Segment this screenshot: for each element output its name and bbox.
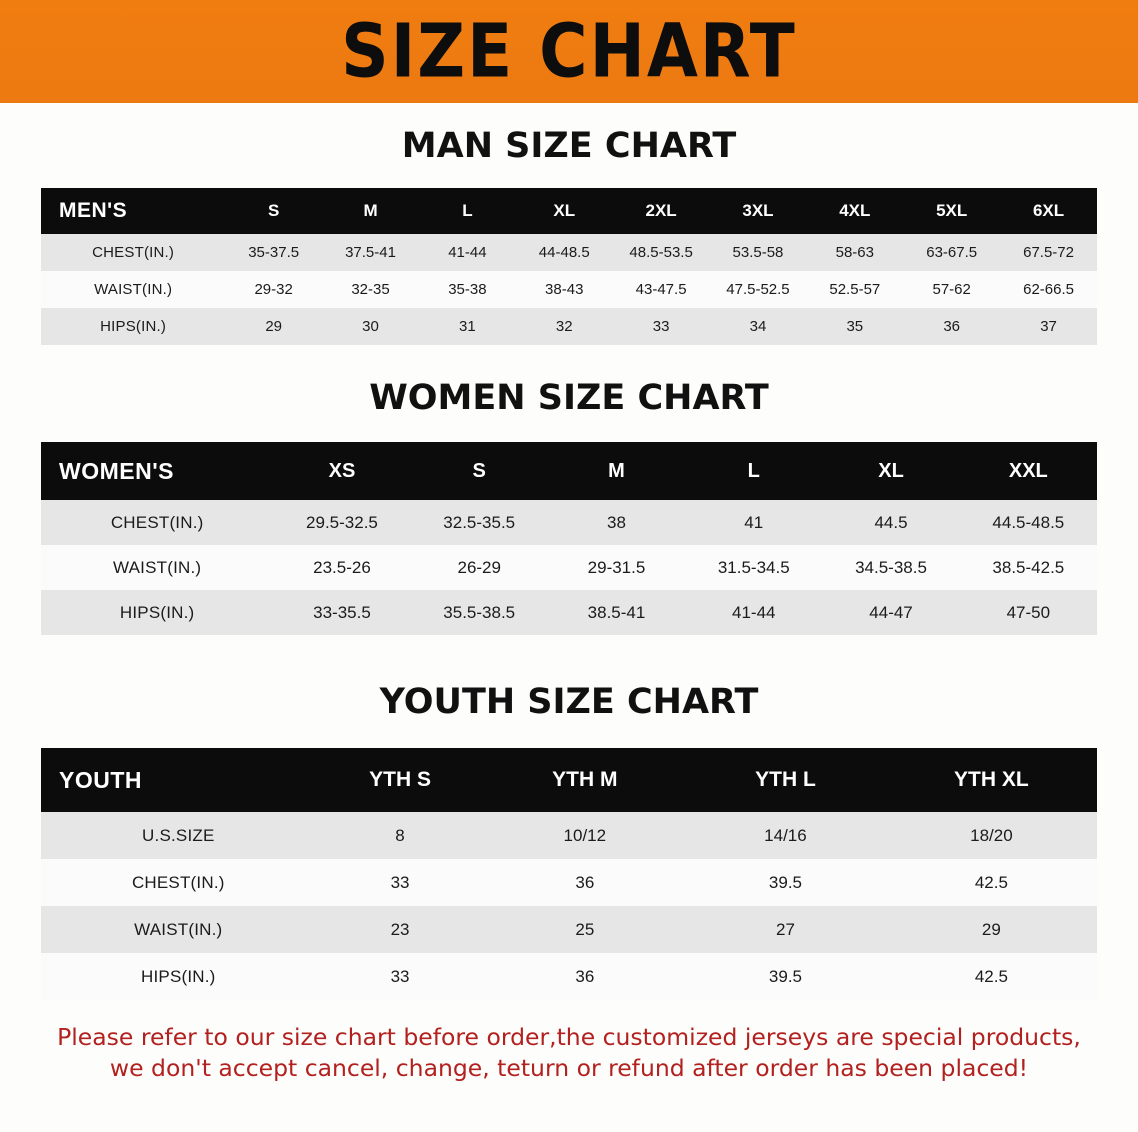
cell: 57-62 (932, 281, 971, 298)
table-row (41, 500, 1097, 545)
cell: 34.5-38.5 (855, 557, 927, 577)
cell: 44-47 (869, 602, 913, 622)
man-header-cell: M (363, 201, 378, 220)
row-label: CHEST(IN.) (92, 244, 175, 261)
cell: 29 (265, 318, 282, 335)
youth-header-cell: YTH L (755, 768, 816, 791)
women-header-cell: S (472, 459, 486, 482)
cell: 38-43 (545, 281, 584, 298)
women-header-cell: XS (328, 459, 356, 482)
women-table-body (41, 500, 1097, 635)
youth-table-wrap (41, 748, 1097, 1000)
row-label: WAIST(IN.) (94, 281, 173, 298)
cell: 35 (846, 318, 864, 335)
cell: 34 (749, 318, 767, 335)
cell: 31 (459, 318, 476, 335)
youth-table-header (41, 748, 1097, 812)
man-table-wrap (41, 188, 1097, 345)
row-label: HIPS(IN.) (141, 966, 216, 986)
cell: 29-31.5 (587, 557, 646, 577)
row-label: HIPS(IN.) (100, 318, 167, 335)
table-row (41, 271, 1097, 308)
cell: 8 (395, 825, 405, 845)
cell: 35-38 (448, 281, 487, 298)
table-row (41, 812, 1097, 859)
cell: 36 (575, 966, 595, 986)
cell: 36 (575, 872, 595, 892)
cell: 30 (362, 318, 379, 335)
banner (0, 0, 1138, 103)
cell: 33 (390, 966, 410, 986)
row-label: HIPS(IN.) (119, 602, 195, 622)
cell: 52.5-57 (829, 281, 881, 298)
cell: 14/16 (764, 825, 807, 845)
cell: 38.5-42.5 (992, 557, 1065, 577)
man-header-cell: 5XL (936, 201, 968, 220)
row-label: CHEST(IN.) (110, 512, 204, 532)
cell: 48.5-53.5 (629, 244, 693, 261)
man-header-cell: S (267, 201, 280, 220)
cell: 29 (981, 919, 1001, 939)
note-line-1: Please refer to our size chart before order,the customized jerseys are special products, (57, 1023, 1081, 1051)
cell: 33-35.5 (313, 602, 371, 622)
women-header-cell: XXL (1008, 459, 1048, 482)
cell: 47-50 (1006, 602, 1051, 622)
youth-size-table (41, 748, 1097, 1000)
table-row (41, 953, 1097, 1000)
table-header-row (41, 442, 1097, 500)
cell: 38.5-41 (587, 602, 646, 622)
cell: 53.5-58 (732, 244, 784, 261)
cell: 41-44 (448, 244, 487, 261)
cell: 42.5 (974, 966, 1008, 986)
cell: 42.5 (974, 872, 1008, 892)
cell: 43-47.5 (635, 281, 687, 298)
cell: 35-37.5 (248, 244, 300, 261)
youth-header-cell: YTH S (369, 768, 431, 791)
youth-header-cell: YTH XL (954, 768, 1029, 791)
man-header-label: MEN'S (59, 199, 128, 222)
man-table-body (41, 234, 1097, 345)
cell: 33 (652, 318, 670, 335)
cell: 35.5-38.5 (443, 602, 516, 622)
youth-header-cell: YTH M (552, 768, 618, 791)
row-label: U.S.SIZE (142, 825, 215, 845)
cell: 23 (390, 919, 410, 939)
cell: 39.5 (768, 966, 802, 986)
note-line-2: we don't accept cancel, change, teturn or refund after order has been placed! (109, 1054, 1029, 1083)
cell: 41 (744, 512, 764, 532)
page-title: SIZE CHART (341, 7, 797, 95)
cell: 47.5-52.5 (726, 281, 790, 298)
cell: 27 (775, 919, 795, 939)
cell: 32-35 (351, 281, 390, 298)
youth-section-heading: YOUTH SIZE CHART (379, 682, 759, 722)
cell: 41-44 (732, 602, 776, 622)
cell: 25 (575, 919, 595, 939)
row-label: WAIST(IN.) (113, 557, 202, 577)
cell: 23.5-26 (313, 557, 371, 577)
man-section-heading: MAN SIZE CHART (401, 126, 737, 166)
man-header-cell: 2XL (645, 201, 677, 220)
man-header-cell: 3XL (742, 201, 774, 220)
cell: 67.5-72 (1023, 244, 1074, 261)
women-header-cell: M (608, 459, 625, 482)
table-header-row (41, 748, 1097, 812)
disclaimer-note (38, 1022, 1100, 1085)
women-section-heading: WOMEN SIZE CHART (369, 378, 769, 418)
row-label: CHEST(IN.) (131, 872, 225, 892)
table-row (41, 234, 1097, 271)
cell: 37.5-41 (345, 244, 396, 261)
table-header-row (41, 188, 1097, 234)
cell: 39.5 (768, 872, 802, 892)
cell: 29-32 (254, 281, 293, 298)
cell: 26-29 (457, 557, 501, 577)
cell: 10/12 (563, 825, 607, 845)
man-header-cell: XL (553, 201, 576, 220)
women-header-cell: XL (878, 459, 904, 482)
cell: 37 (1040, 318, 1057, 335)
cell: 63-67.5 (926, 244, 978, 261)
cell: 58-63 (835, 244, 874, 261)
women-table-header (41, 442, 1097, 500)
youth-header-label: YOUTH (59, 766, 142, 793)
women-header-label: WOMEN'S (59, 457, 175, 484)
cell: 29.5-32.5 (306, 512, 378, 532)
cell: 32.5-35.5 (443, 512, 516, 532)
cell: 36 (943, 318, 961, 335)
cell: 62-66.5 (1023, 281, 1074, 298)
man-table-header (41, 188, 1097, 234)
cell: 44.5-48.5 (992, 512, 1065, 532)
table-row (41, 545, 1097, 590)
youth-table-body (41, 812, 1097, 1000)
cell: 44-48.5 (538, 244, 590, 261)
man-header-cell: 6XL (1032, 201, 1065, 220)
cell: 44.5 (874, 512, 908, 532)
women-header-cell: L (747, 459, 760, 482)
table-row (41, 906, 1097, 953)
cell: 31.5-34.5 (717, 557, 790, 577)
cell: 18/20 (970, 825, 1013, 845)
cell: 33 (390, 872, 410, 892)
cell: 32 (555, 318, 573, 335)
table-row (41, 859, 1097, 906)
man-size-table (41, 188, 1097, 345)
table-row (41, 308, 1097, 345)
women-size-table (41, 442, 1097, 635)
row-label: WAIST(IN.) (134, 919, 223, 939)
man-header-cell: 4XL (839, 201, 871, 220)
cell: 38 (607, 512, 626, 532)
women-table-wrap (41, 442, 1097, 635)
man-header-cell: L (462, 201, 473, 220)
table-row (41, 590, 1097, 635)
